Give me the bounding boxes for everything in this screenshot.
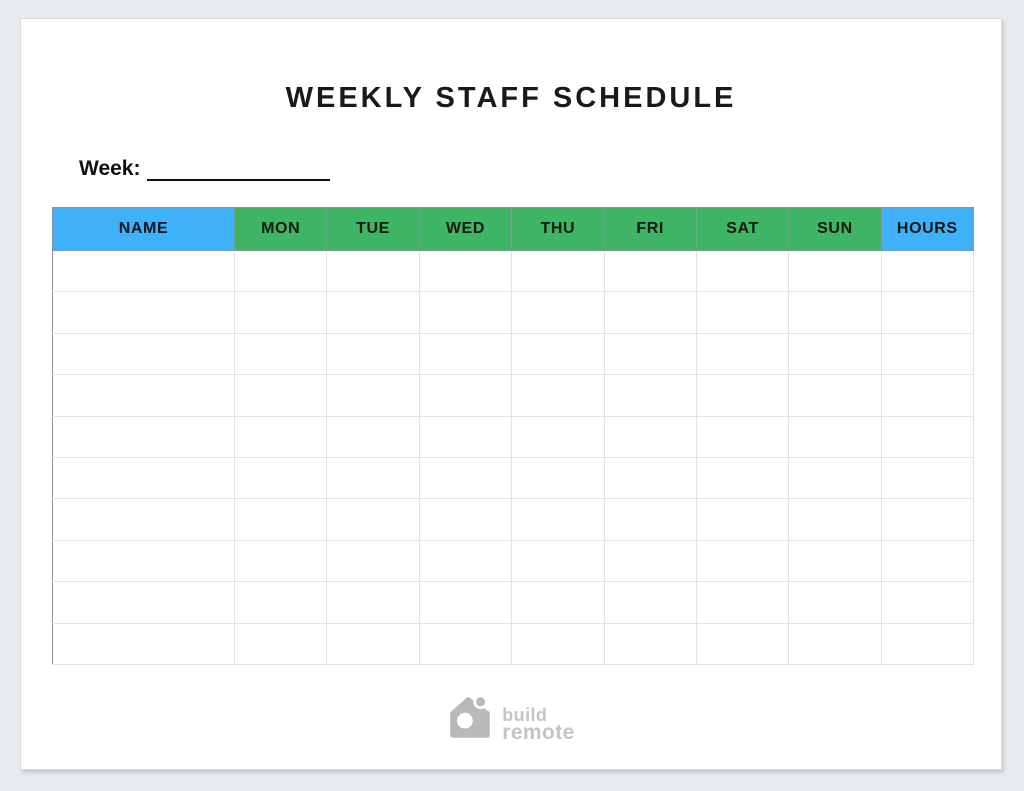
empty-cell-wed [419,416,511,457]
table-row [53,540,974,581]
column-header-sun: SUN [789,208,881,251]
empty-cell-fri [604,582,696,623]
empty-cell-thu [512,375,604,416]
empty-cell-wed [419,292,511,333]
table-row [53,333,974,374]
empty-cell-thu [512,623,604,664]
empty-cell-name [53,416,235,457]
schedule-table-body [53,251,974,665]
empty-cell-wed [419,540,511,581]
empty-cell-mon [235,251,327,292]
table-row [53,582,974,623]
empty-cell-name [53,333,235,374]
empty-cell-hours [881,499,973,540]
empty-cell-hours [881,292,973,333]
empty-cell-sun [789,375,881,416]
empty-cell-sun [789,582,881,623]
empty-cell-hours [881,457,973,498]
empty-cell-sun [789,540,881,581]
document-page [20,18,1002,770]
logo-wordmark [502,697,574,743]
empty-cell-tue [327,333,419,374]
schedule-table [52,207,974,665]
table-row [53,375,974,416]
empty-cell-sat [696,540,788,581]
empty-cell-name [53,457,235,498]
column-header-tue: TUE [327,208,419,251]
column-header-fri: FRI [604,208,696,251]
empty-cell-fri [604,457,696,498]
empty-cell-hours [881,251,973,292]
empty-cell-sun [789,333,881,374]
empty-cell-tue [327,375,419,416]
empty-cell-wed [419,251,511,292]
empty-cell-sat [696,416,788,457]
buildremote-logo [21,693,1001,746]
empty-cell-hours [881,416,973,457]
empty-cell-sat [696,457,788,498]
empty-cell-thu [512,499,604,540]
empty-cell-mon [235,333,327,374]
empty-cell-thu [512,292,604,333]
empty-cell-fri [604,292,696,333]
empty-cell-fri [604,416,696,457]
empty-cell-name [53,582,235,623]
empty-cell-fri [604,375,696,416]
week-field [79,157,330,181]
empty-cell-wed [419,375,511,416]
empty-cell-name [53,375,235,416]
empty-cell-sun [789,251,881,292]
empty-cell-thu [512,333,604,374]
schedule-table-header [53,208,974,251]
empty-cell-thu [512,416,604,457]
week-blank-line [147,159,330,181]
column-header-hours: HOURS [881,208,973,251]
empty-cell-fri [604,333,696,374]
empty-cell-mon [235,582,327,623]
empty-cell-hours [881,333,973,374]
empty-cell-fri [604,623,696,664]
table-row [53,251,974,292]
empty-cell-sun [789,292,881,333]
empty-cell-name [53,540,235,581]
empty-cell-thu [512,457,604,498]
empty-cell-hours [881,582,973,623]
empty-cell-sat [696,292,788,333]
empty-cell-sat [696,499,788,540]
house-person-icon [447,693,493,746]
empty-cell-fri [604,540,696,581]
empty-cell-sun [789,416,881,457]
empty-cell-mon [235,416,327,457]
empty-cell-wed [419,499,511,540]
empty-cell-name [53,499,235,540]
empty-cell-mon [235,499,327,540]
column-header-thu: THU [512,208,604,251]
empty-cell-wed [419,333,511,374]
column-header-wed: WED [419,208,511,251]
empty-cell-hours [881,623,973,664]
empty-cell-mon [235,292,327,333]
empty-cell-tue [327,623,419,664]
empty-cell-sun [789,499,881,540]
table-row [53,623,974,664]
table-row [53,416,974,457]
column-header-sat: SAT [696,208,788,251]
empty-cell-sat [696,375,788,416]
logo-word-build: build [502,704,548,725]
empty-cell-thu [512,251,604,292]
table-row [53,499,974,540]
empty-cell-tue [327,582,419,623]
empty-cell-tue [327,499,419,540]
empty-cell-fri [604,251,696,292]
week-label: Week: [79,157,141,180]
empty-cell-tue [327,457,419,498]
empty-cell-thu [512,540,604,581]
empty-cell-fri [604,499,696,540]
column-header-name: NAME [53,208,235,251]
empty-cell-mon [235,457,327,498]
empty-cell-tue [327,251,419,292]
empty-cell-hours [881,375,973,416]
column-header-mon: MON [235,208,327,251]
empty-cell-tue [327,292,419,333]
empty-cell-sat [696,251,788,292]
empty-cell-mon [235,623,327,664]
empty-cell-name [53,251,235,292]
empty-cell-sat [696,623,788,664]
logo-word-remote: remote [502,721,575,745]
empty-cell-wed [419,582,511,623]
empty-cell-wed [419,457,511,498]
empty-cell-wed [419,623,511,664]
empty-cell-thu [512,582,604,623]
empty-cell-sun [789,623,881,664]
empty-cell-sat [696,582,788,623]
empty-cell-mon [235,375,327,416]
empty-cell-sun [789,457,881,498]
empty-cell-mon [235,540,327,581]
table-row [53,457,974,498]
table-row [53,292,974,333]
empty-cell-name [53,623,235,664]
empty-cell-name [53,292,235,333]
header-row [53,208,974,251]
empty-cell-sat [696,333,788,374]
page-title: WEEKLY STAFF SCHEDULE [285,82,737,114]
empty-cell-tue [327,416,419,457]
empty-cell-tue [327,540,419,581]
empty-cell-hours [881,540,973,581]
